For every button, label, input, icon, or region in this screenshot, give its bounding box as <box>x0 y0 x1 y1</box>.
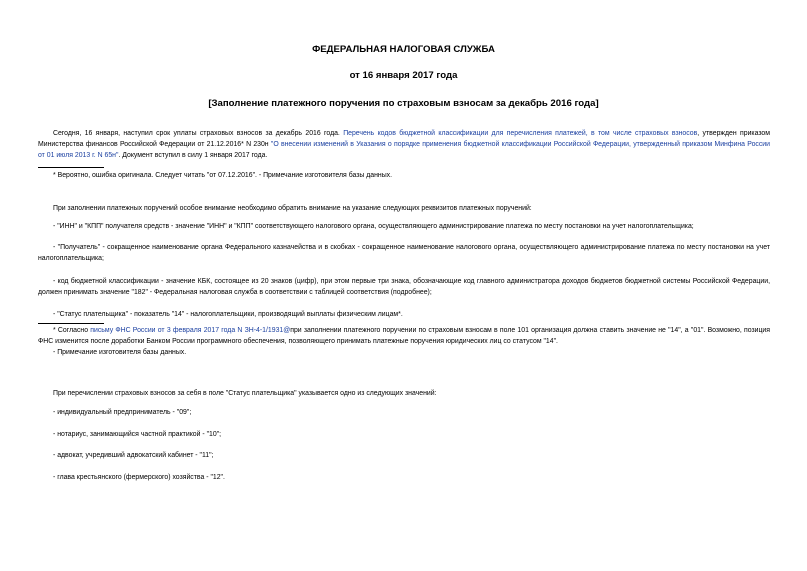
status-option-12: - глава крестьянского (фермерского) хозяйства - "12". <box>53 474 225 481</box>
status-option-10: - нотариус, занимающийся частной практикой - "10"; <box>53 431 222 438</box>
footnote-publisher-note: - Примечание изготовителя базы данных. <box>53 349 187 356</box>
kbk-list-link[interactable]: Перечень кодов бюджетной классификации для перечисления платежей, в том числе страховых взносов <box>343 130 698 137</box>
self-payment-lead: При перечислении страховых взносов за себя в поле "Статус плательщика" указывается одно из следующих значений: <box>53 390 437 397</box>
requisites-lead: При заполнении платежных поручений особое внимание необходимо обратить внимание на указание следующих реквизитов платежных поручений: <box>53 205 532 212</box>
status-option-09: - индивидуальный предприниматель - "09"; <box>53 409 192 416</box>
order-title-link[interactable]: "О внесении изменений в Указания о порядке применения бюджетной классификации Российской Федерации, утвержденный приказом Минфина России от 01 июля 2013 г. N 65н" <box>38 141 770 159</box>
intro-text-after: . Документ вступил в силу 1 января 2017 года. <box>118 152 268 159</box>
status-option-11: - адвокат, учредивший адвокатский кабинет - "11"; <box>53 452 214 459</box>
footnote-text-before: * Согласно <box>53 327 91 334</box>
requisite-kbk: - код бюджетной классификации - значение КБК, состоящее из 20 знаков (цифр), при этом первые три знака, обозначающие код главного администратора доходов бюджетов бюджетной системы Российской Федерации, должен принимать значение "182" - Федеральная налоговая служба в соответствии с таблицей соответствия (подробнее); <box>38 278 770 296</box>
requisite-payer-status: - "Статус плательщика" - показатель "14" - налогоплательщики, производящий выплаты физическим лицам*. <box>53 311 403 318</box>
fns-letter-link[interactable]: письму ФНС России от 3 февраля 2017 года N ЗН-4-1/1931@ <box>90 327 291 334</box>
intro-text-middle: , утвержден приказом Министерства финансов Российской Федерации от 21.12.2016* N 230н <box>38 130 770 148</box>
document-date: от 16 января 2017 года <box>349 70 458 81</box>
requisite-inn-kpp: - "ИНН" и "КПП" получателя средств - значение "ИНН" и "КПП" соответствующего налогового органа, осуществляющего администрирование платежа по месту постановки на учет налогоплательщика; <box>53 223 694 230</box>
agency-title: ФЕДЕРАЛЬНАЯ НАЛОГОВАЯ СЛУЖБА <box>312 44 495 55</box>
requisite-recipient: - "Получатель" - сокращенное наименование органа Федерального казначейства и в скобках - сокращенное наименование налогового органа, осуществляющего администрирование платежа по месту постановки на учет налогоплательщика; <box>38 244 770 262</box>
intro-text-before: Сегодня, 16 января, наступил срок уплаты страховых взносов за декабрь 2016 года. <box>53 130 344 137</box>
intro-paragraph <box>38 128 770 161</box>
footnote-fns-letter <box>38 325 770 347</box>
footnote-divider <box>38 167 104 168</box>
footnote-divider-2 <box>38 323 104 324</box>
document-subject: [Заполнение платежного поручения по страховым взносам за декабрь 2016 года] <box>208 98 599 109</box>
footnote-erratum: * Вероятно, ошибка оригинала. Следует читать "от 07.12.2016". - Примечание изготовителя базы данных. <box>53 172 393 179</box>
footnote-text-after: при заполнении платежного поручении по страховым взносам в поле 101 организация должна ставить значение не "14", а "01". Возможно, позиция ФНС изменится после доработки Банком России программного обеспечения, позволяющего принимать платежные поручения юридических лиц со статусом "14". <box>38 327 770 345</box>
